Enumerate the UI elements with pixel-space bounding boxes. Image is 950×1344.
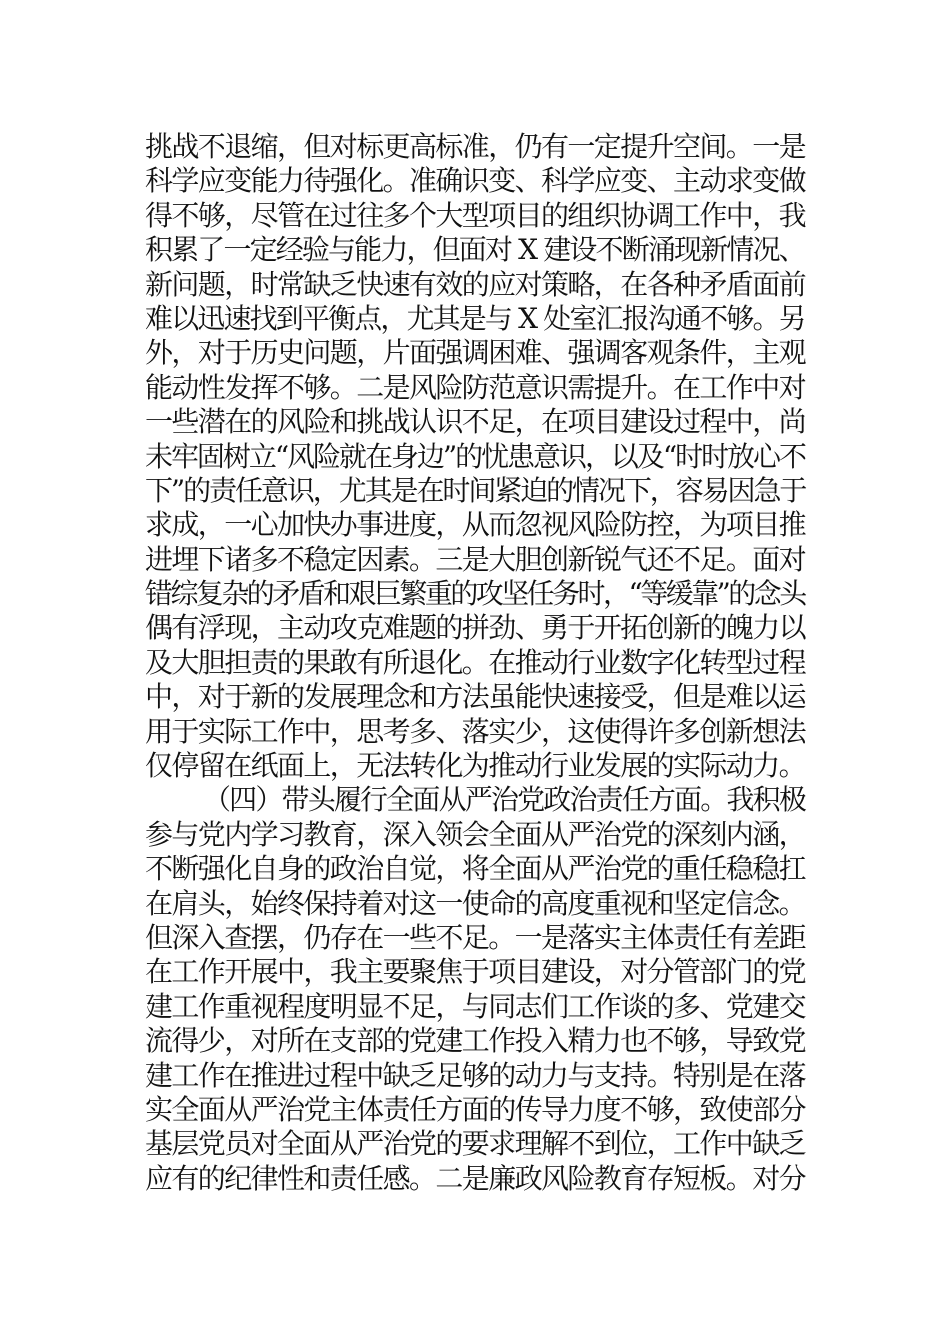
text-line: 进埋下诸多不稳定因素。三是大胆创新锐气还不足。面对 [145, 542, 806, 576]
text-line: 基层党员对全面从严治党的要求理解不到位，工作中缺乏 [145, 1127, 806, 1161]
text-line: 流得少，对所在支部的党建工作投入精力也不够，导致党 [145, 1024, 806, 1058]
text-line: 参与党内学习教育，深入领会全面从严治党的深刻内涵， [145, 817, 806, 851]
text-line: 错综复杂的矛盾和艰巨繁重的攻坚任务时，“等缓靠”的念头 [145, 577, 805, 611]
text-line: 在工作开展中，我主要聚焦于项目建设，对分管部门的党 [145, 955, 806, 989]
text-line: 求成，一心加快办事进度，从而忽视风险防控，为项目推 [145, 508, 806, 542]
text-line: 不断强化自身的政治自觉，将全面从严治党的重任稳稳扛 [145, 852, 806, 886]
body-text [145, 130, 805, 1196]
text-line: 科学应变能力待强化。准确识变、科学应变、主动求变做 [145, 164, 806, 198]
section-heading-line: （四）带头履行全面从严治党政治责任方面。我积极 [203, 783, 806, 817]
text-line: 下”的责任意识，尤其是在时间紧迫的情况下，容易因急于 [145, 473, 806, 507]
text-line: 外，对于历史问题，片面强调困难、强调客观条件，主观 [145, 336, 806, 370]
text-line: 能动性发挥不够。二是风险防范意识需提升。在工作中对 [145, 370, 806, 404]
text-line: 实全面从严治党主体责任方面的传导力度不够，致使部分 [145, 1092, 806, 1126]
text-line: 难以迅速找到平衡点，尤其是与 X 处室汇报沟通不够。另 [145, 301, 805, 335]
text-line: 应有的纪律性和责任感。二是廉政风险教育存短板。对分 [145, 1161, 806, 1195]
text-line: 未牢固树立“风险就在身边”的忧患意识，以及“时时放心不 [145, 439, 805, 473]
text-line: 挑战不退缩，但对标更高标准，仍有一定提升空间。一是 [145, 130, 806, 163]
text-line: 得不够，尽管在过往多个大型项目的组织协调工作中，我 [145, 198, 806, 232]
text-line: 在肩头，始终保持着对这一使命的高度重视和坚定信念。 [145, 886, 806, 920]
text-line: 中，对于新的发展理念和方法虽能快速接受，但是难以运 [145, 680, 806, 714]
text-line: 新问题，时常缺乏快速有效的应对策略，在各种矛盾面前 [145, 267, 806, 301]
text-line: 一些潜在的风险和挑战认识不足，在项目建设过程中，尚 [145, 405, 806, 439]
text-line: 建工作重视程度明显不足，与同志们工作谈的多、党建交 [145, 989, 806, 1023]
text-line: 但深入查摆，仍存在一些不足。一是落实主体责任有差距 [145, 920, 806, 954]
text-line: 仅停留在纸面上，无法转化为推动行业发展的实际动力。 [145, 749, 806, 783]
text-line: 偶有浮现，主动攻克难题的拼劲、勇于开拓创新的魄力以 [145, 611, 806, 645]
text-line: 建工作在推进过程中缺乏足够的动力与支持。特别是在落 [145, 1058, 806, 1092]
text-line: 及大胆担责的果敢有所退化。在推动行业数字化转型过程 [145, 645, 806, 679]
text-line: 积累了一定经验与能力，但面对 X 建设不断涌现新情况、 [145, 233, 805, 267]
text-line: 用于实际工作中，思考多、落实少，这使得许多创新想法 [145, 714, 806, 748]
